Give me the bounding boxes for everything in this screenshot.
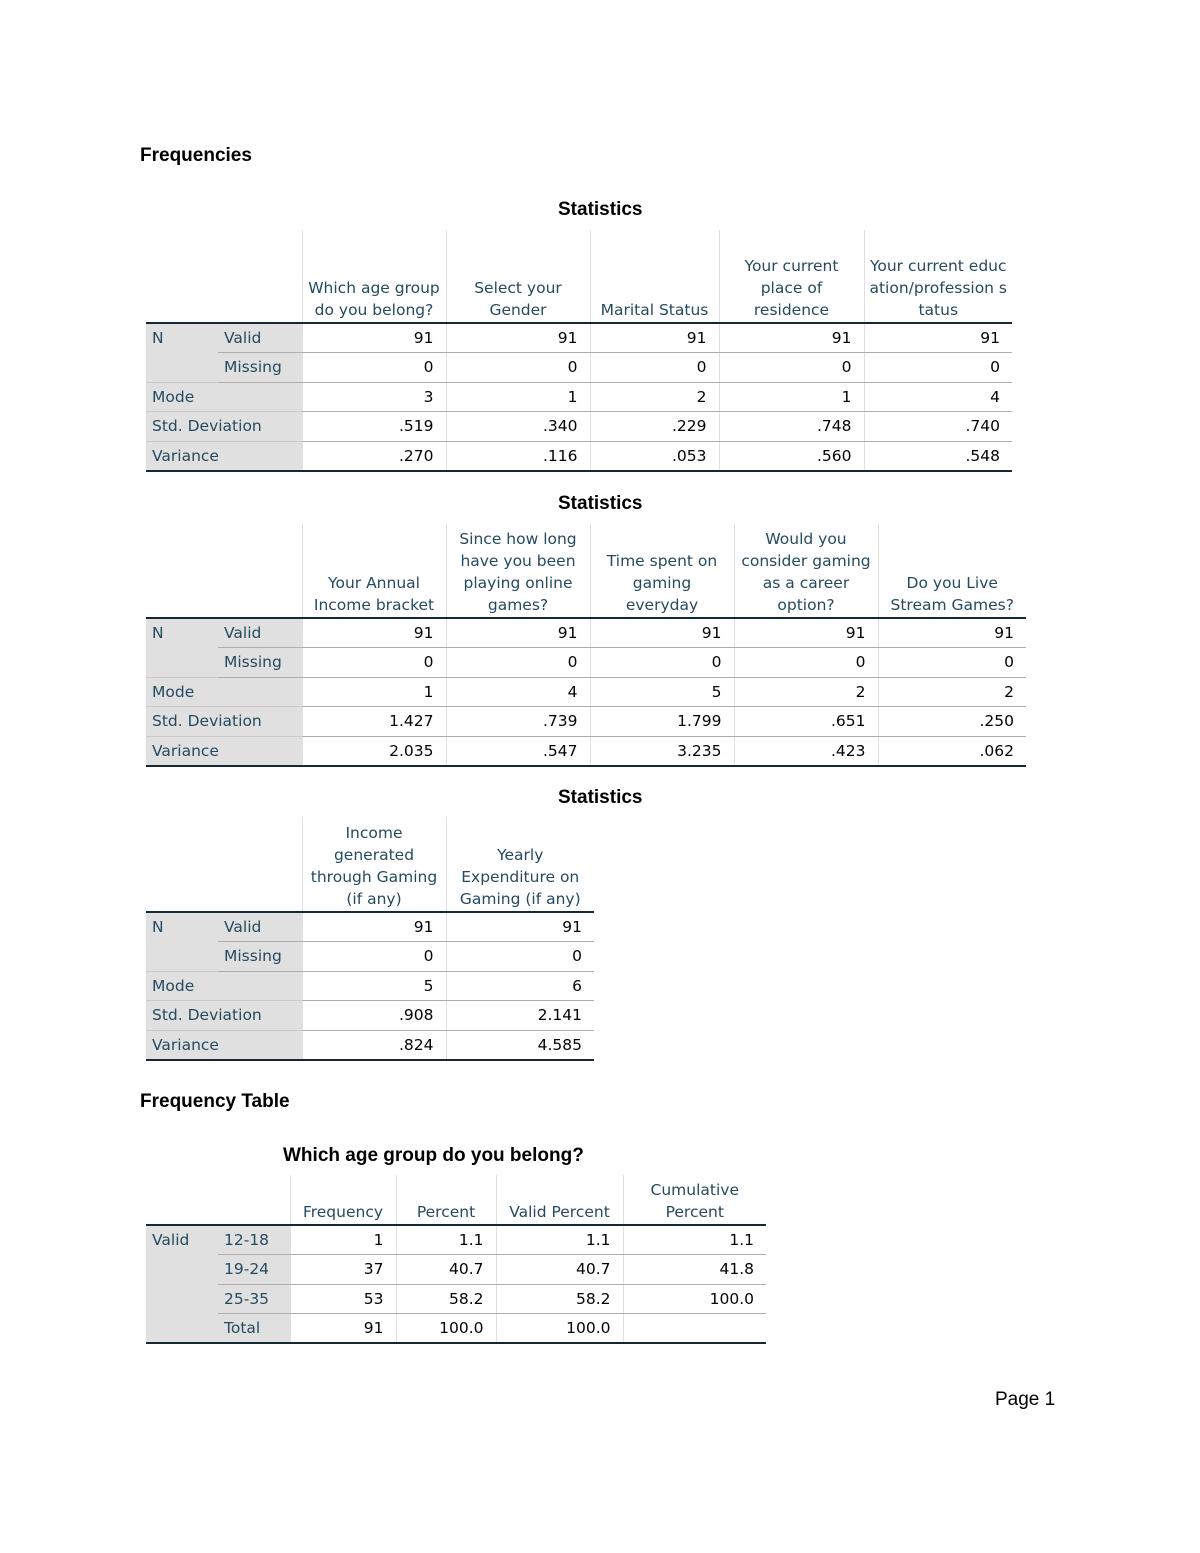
cell: .739 — [446, 707, 590, 737]
table-row — [146, 1255, 766, 1285]
cell: 1.1 — [396, 1225, 496, 1255]
cell: 0 — [719, 353, 864, 383]
cell: 2 — [734, 677, 878, 707]
cell: .547 — [446, 736, 590, 766]
cell: 3 — [302, 382, 446, 412]
row-label-missing: Missing — [218, 353, 302, 383]
column-header: Frequency — [290, 1175, 396, 1225]
cell: 4 — [864, 382, 1012, 412]
row-label-missing: Missing — [218, 942, 302, 972]
column-header: Cumulative Percent — [623, 1175, 766, 1225]
row-label-n: N — [146, 912, 218, 942]
row-label-n: N — [146, 618, 218, 648]
statistics-table-2 — [146, 523, 1026, 767]
row-label: 19-24 — [218, 1255, 290, 1285]
table-row — [146, 1284, 766, 1314]
row-label-valid: Valid — [218, 618, 302, 648]
table-row — [146, 1001, 594, 1031]
header-row — [146, 230, 1012, 323]
table-row — [146, 1225, 766, 1255]
cell: 58.2 — [396, 1284, 496, 1314]
row-label-valid: Valid — [218, 912, 302, 942]
cell: .748 — [719, 412, 864, 442]
cell: 41.8 — [623, 1255, 766, 1285]
column-header: Which age group do you belong? — [302, 230, 446, 323]
cell: .062 — [878, 736, 1026, 766]
frequency-table-heading: Frequency Table — [140, 1091, 290, 1112]
table-row — [146, 618, 1026, 648]
cell: 100.0 — [623, 1284, 766, 1314]
cell: 91 — [446, 912, 594, 942]
cell: 0 — [302, 942, 446, 972]
cell: 1 — [290, 1225, 396, 1255]
table-row — [146, 1030, 594, 1060]
column-header: Your current place of residence — [719, 230, 864, 323]
cell: 91 — [446, 618, 590, 648]
cell: 1.799 — [590, 707, 734, 737]
cell: 0 — [590, 353, 719, 383]
cell: 91 — [734, 618, 878, 648]
cell: 5 — [302, 971, 446, 1001]
column-header: Since how long have you been playing online games? — [446, 523, 590, 618]
cell: 1 — [719, 382, 864, 412]
cell: .270 — [302, 441, 446, 471]
cell: 53 — [290, 1284, 396, 1314]
cell: 2 — [878, 677, 1026, 707]
row-group-label: Valid — [146, 1225, 218, 1255]
cell: .229 — [590, 412, 719, 442]
column-header: Do you Live Stream Games? — [878, 523, 1026, 618]
table-row — [146, 412, 1012, 442]
cell: 2 — [590, 382, 719, 412]
cell: 1 — [446, 382, 590, 412]
statistics-table-3 — [146, 817, 594, 1061]
table-row — [146, 1314, 766, 1344]
cell: 1.427 — [302, 707, 446, 737]
table-row — [146, 382, 1012, 412]
row-label-std-deviation: Std. Deviation — [146, 412, 302, 442]
cell: 100.0 — [496, 1314, 623, 1344]
cell: 91 — [719, 323, 864, 353]
row-label-mode: Mode — [146, 382, 302, 412]
cell: 1.1 — [623, 1225, 766, 1255]
row-label-std-deviation: Std. Deviation — [146, 1001, 302, 1031]
cell: 91 — [878, 618, 1026, 648]
cell: .340 — [446, 412, 590, 442]
table-row — [146, 736, 1026, 766]
frequency-table-title: Which age group do you belong? — [283, 1145, 584, 1166]
table-row — [146, 323, 1012, 353]
cell: 2.035 — [302, 736, 446, 766]
cell: .560 — [719, 441, 864, 471]
cell: 91 — [590, 618, 734, 648]
row-label-mode: Mode — [146, 971, 302, 1001]
frequencies-heading: Frequencies — [140, 145, 252, 166]
row-label-variance: Variance — [146, 1030, 302, 1060]
cell: 0 — [446, 353, 590, 383]
cell: 0 — [302, 648, 446, 678]
statistics-title-1: Statistics — [558, 199, 643, 220]
header-row — [146, 523, 1026, 618]
row-label: 12-18 — [218, 1225, 290, 1255]
header-row — [146, 817, 594, 912]
cell: 40.7 — [496, 1255, 623, 1285]
row-label-missing: Missing — [218, 648, 302, 678]
cell: .824 — [302, 1030, 446, 1060]
cell: .548 — [864, 441, 1012, 471]
cell: 91 — [864, 323, 1012, 353]
cell: 40.7 — [396, 1255, 496, 1285]
table-row — [146, 912, 594, 942]
cell: .250 — [878, 707, 1026, 737]
cell: 0 — [590, 648, 734, 678]
cell: 2.141 — [446, 1001, 594, 1031]
column-header: Your Annual Income bracket — [302, 523, 446, 618]
column-header: Your current education/profession status — [864, 230, 1012, 323]
row-label-mode: Mode — [146, 677, 302, 707]
cell: 91 — [446, 323, 590, 353]
statistics-table-1 — [146, 230, 1012, 472]
row-label-variance: Variance — [146, 441, 302, 471]
cell: 91 — [590, 323, 719, 353]
table-row — [146, 648, 1026, 678]
cell: 91 — [302, 323, 446, 353]
row-label-variance: Variance — [146, 736, 302, 766]
column-header: Time spent on gaming everyday — [590, 523, 734, 618]
cell: .423 — [734, 736, 878, 766]
cell: .651 — [734, 707, 878, 737]
cell: 37 — [290, 1255, 396, 1285]
column-header: Valid Percent — [496, 1175, 623, 1225]
frequency-table — [146, 1175, 766, 1344]
cell: 0 — [864, 353, 1012, 383]
statistics-title-2: Statistics — [558, 493, 643, 514]
table-row — [146, 942, 594, 972]
table-row — [146, 971, 594, 1001]
cell: 0 — [446, 648, 590, 678]
cell: 1.1 — [496, 1225, 623, 1255]
page-number: Page 1 — [995, 1389, 1056, 1410]
column-header: Income generated through Gaming (if any) — [302, 817, 446, 912]
cell: 100.0 — [396, 1314, 496, 1344]
cell: 0 — [302, 353, 446, 383]
cell: 0 — [446, 942, 594, 972]
cell: 91 — [302, 912, 446, 942]
cell: 0 — [734, 648, 878, 678]
cell: .908 — [302, 1001, 446, 1031]
cell: .116 — [446, 441, 590, 471]
cell: 1 — [302, 677, 446, 707]
table-row — [146, 353, 1012, 383]
table-row — [146, 677, 1026, 707]
row-label-std-deviation: Std. Deviation — [146, 707, 302, 737]
cell: 6 — [446, 971, 594, 1001]
column-header: Percent — [396, 1175, 496, 1225]
cell: .053 — [590, 441, 719, 471]
cell: 0 — [878, 648, 1026, 678]
cell — [623, 1314, 766, 1344]
cell: 91 — [302, 618, 446, 648]
row-label: Total — [218, 1314, 290, 1344]
column-header: Select your Gender — [446, 230, 590, 323]
row-label-n: N — [146, 323, 218, 353]
table-row — [146, 707, 1026, 737]
cell: 91 — [290, 1314, 396, 1344]
cell: .740 — [864, 412, 1012, 442]
header-row — [146, 1175, 766, 1225]
row-label-valid: Valid — [218, 323, 302, 353]
cell: 58.2 — [496, 1284, 623, 1314]
column-header: Would you consider gaming as a career option? — [734, 523, 878, 618]
cell: .519 — [302, 412, 446, 442]
statistics-title-3: Statistics — [558, 787, 643, 808]
row-label: 25-35 — [218, 1284, 290, 1314]
table-row — [146, 441, 1012, 471]
cell: 4 — [446, 677, 590, 707]
column-header: Yearly Expenditure on Gaming (if any) — [446, 817, 594, 912]
cell: 5 — [590, 677, 734, 707]
cell: 3.235 — [590, 736, 734, 766]
cell: 4.585 — [446, 1030, 594, 1060]
column-header: Marital Status — [590, 230, 719, 323]
